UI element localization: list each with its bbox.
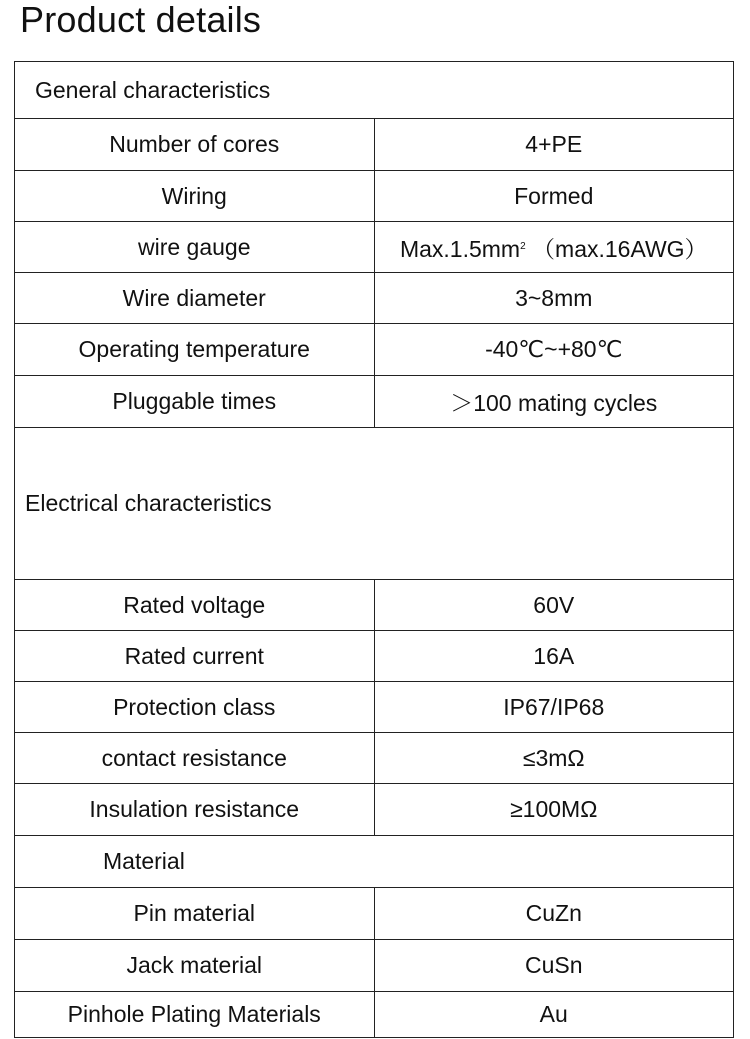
row-label-diameter: Wire diameter (15, 273, 375, 324)
row-value-wiring: Formed (374, 171, 734, 222)
row-label-gauge: wire gauge (15, 222, 375, 273)
row-label-wiring: Wiring (15, 171, 375, 222)
row-label-insulation: Insulation resistance (15, 784, 375, 836)
table-row (15, 682, 734, 733)
table-row (15, 376, 734, 428)
table-row (15, 784, 734, 836)
row-label-current: Rated current (15, 631, 375, 682)
section-header-general: General characteristics (15, 62, 734, 119)
row-label-temperature: Operating temperature (15, 324, 375, 376)
table-row (15, 888, 734, 940)
row-label-protection: Protection class (15, 682, 375, 733)
table-row (15, 171, 734, 222)
row-value-temperature: -40℃~+80℃ (374, 324, 734, 376)
table-row (15, 119, 734, 171)
table-row (15, 580, 734, 631)
row-label-contact: contact resistance (15, 733, 375, 784)
row-value-voltage: 60V (374, 580, 734, 631)
row-value-jack: CuSn (374, 940, 734, 992)
row-value-diameter: 3~8mm (374, 273, 734, 324)
row-value-pin: CuZn (374, 888, 734, 940)
row-label-pin: Pin material (15, 888, 375, 940)
row-value-cores: 4+PE (374, 119, 734, 171)
page-title: Product details (20, 0, 262, 40)
row-value-pluggable: ＞100 mating cycles (374, 376, 734, 428)
row-value-protection: IP67/IP68 (374, 682, 734, 733)
row-label-jack: Jack material (15, 940, 375, 992)
section-row-electrical (15, 428, 734, 580)
row-value-insulation: ≥100MΩ (374, 784, 734, 836)
gauge-value-tail: （max.16AWG） (525, 235, 708, 262)
row-label-plating: Pinhole Plating Materials (15, 992, 375, 1038)
row-label-pluggable: Pluggable times (15, 376, 375, 428)
row-value-gauge (374, 222, 734, 273)
row-value-plating: Au (374, 992, 734, 1038)
table-row (15, 324, 734, 376)
table-row (15, 992, 734, 1038)
row-label-voltage: Rated voltage (15, 580, 375, 631)
section-header-electrical: Electrical characteristics (15, 428, 734, 580)
table-row (15, 733, 734, 784)
spec-table (14, 61, 734, 1038)
row-value-contact: ≤3mΩ (374, 733, 734, 784)
table-row (15, 222, 734, 273)
row-label-cores: Number of cores (15, 119, 375, 171)
gauge-value-main: Max.1.5mm (399, 235, 521, 262)
table-row (15, 273, 734, 324)
section-row-material (15, 836, 734, 888)
section-header-material: Material (15, 836, 734, 888)
table-row (15, 940, 734, 992)
table-row (15, 631, 734, 682)
gauge-value-superscript: 2 (520, 240, 526, 252)
section-row-general (15, 62, 734, 119)
row-value-current: 16A (374, 631, 734, 682)
